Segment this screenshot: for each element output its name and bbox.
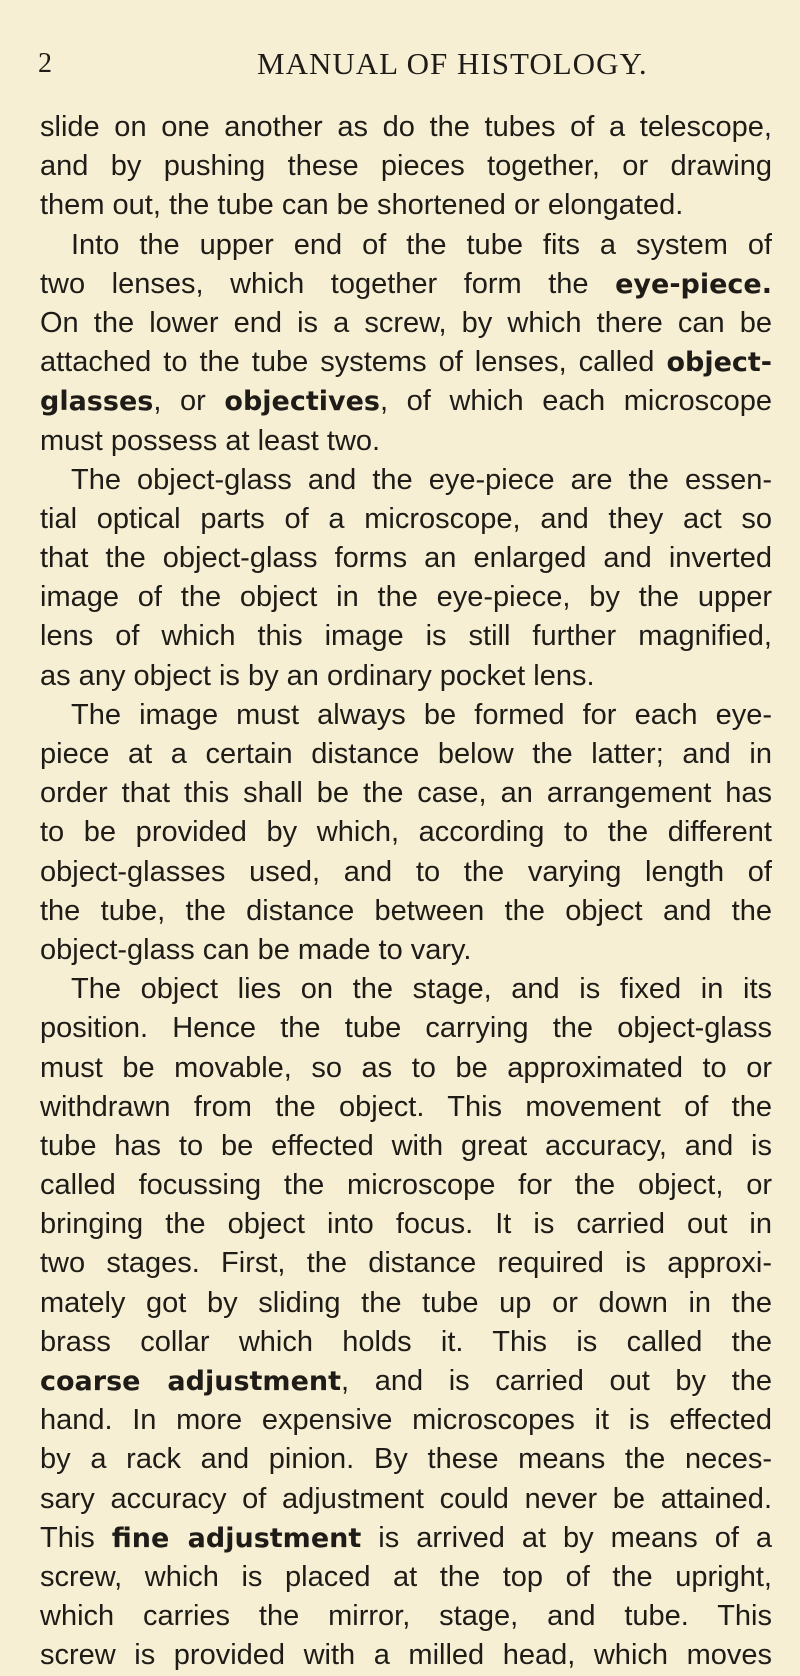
text-segment: The object lies on the stage, and is fixed in its <box>71 973 772 1006</box>
text-line <box>40 1244 772 1283</box>
page-number: 2 <box>38 48 52 79</box>
text-segment: tube has to be effected with great accuracy, and is <box>40 1129 772 1162</box>
text-segment: which carries the mirror, stage, and tube. This <box>40 1600 772 1633</box>
text-segment: bringing the object into focus. It is carried out in <box>40 1208 772 1241</box>
text-segment: that the object-glass forms an enlarged and inverted <box>40 542 772 575</box>
running-title: MANUAL OF HISTOLOGY. <box>257 46 648 81</box>
text-segment: two lenses, which together form the <box>40 267 616 300</box>
text-line <box>40 892 772 931</box>
text-line <box>40 1205 772 1244</box>
text-segment: object-glasses used, and to the varying length of <box>40 855 772 888</box>
bold-term: coarse adjustment <box>40 1366 342 1397</box>
text-line <box>40 147 772 186</box>
text-line <box>40 108 772 147</box>
text-segment: object-glass can be made to vary. <box>40 933 472 966</box>
text-segment: Into the upper end of the tube fits a system of <box>71 228 772 261</box>
text-line <box>40 1480 772 1519</box>
bold-term: glasses <box>40 386 154 418</box>
text-line <box>40 696 772 735</box>
text-line <box>40 1597 772 1636</box>
text-segment: by a rack and pinion. By these means the neces- <box>40 1443 772 1476</box>
text-segment: lens of which this image is still further magnified, <box>40 620 772 653</box>
text-segment: screw is provided with a milled head, which moves <box>40 1639 772 1672</box>
text-segment: the tube, the distance between the object and the <box>40 894 772 927</box>
text-segment: The image must always be formed for each eye- <box>71 698 772 731</box>
text-segment: On the lower end is a screw, by which there can be <box>40 306 772 339</box>
body-text <box>40 108 772 1676</box>
text-line <box>40 617 772 656</box>
text-line <box>40 1323 772 1362</box>
text-line <box>40 1519 772 1558</box>
text-segment: is arrived at by means of a <box>361 1521 772 1554</box>
text-segment: , and is carried out by the <box>341 1365 772 1397</box>
text-segment: , of which each microscope <box>380 385 772 418</box>
text-segment: sary accuracy of adjustment could never be attained. <box>40 1482 772 1515</box>
text-segment: to be provided by which, according to the different <box>40 816 772 849</box>
text-line <box>40 1401 772 1440</box>
text-segment: slide on one another as do the tubes of a telescope, <box>40 111 772 143</box>
text-line <box>40 539 772 578</box>
text-segment: screw, which is placed at the top of the upright, <box>40 1560 772 1593</box>
text-segment: The object-glass and the eye-piece are the essen- <box>71 463 772 496</box>
text-segment: as any object is by an ordinary pocket lens. <box>40 659 595 692</box>
text-segment: mately got by sliding the tube up or down in the <box>40 1286 772 1319</box>
text-line <box>40 813 772 852</box>
text-segment: two stages. First, the distance required is approxi- <box>40 1247 772 1280</box>
text-line <box>40 1558 772 1597</box>
text-line <box>40 1284 772 1323</box>
text-line <box>40 1636 772 1675</box>
text-line <box>40 461 772 500</box>
text-segment: hand. In more expensive microscopes it is effected <box>40 1404 772 1437</box>
text-segment: attached to the tube systems of lenses, called <box>40 346 667 379</box>
text-segment: image of the object in the eye-piece, by the upper <box>40 581 772 614</box>
text-line <box>40 1088 772 1127</box>
text-line <box>40 343 772 382</box>
text-segment: called focussing the microscope for the object, or <box>40 1169 772 1202</box>
text-line <box>40 1009 772 1048</box>
text-line <box>40 265 772 304</box>
text-segment: position. Hence the tube carrying the object-glass <box>40 1012 772 1045</box>
text-line <box>40 970 772 1009</box>
text-line <box>40 1440 772 1479</box>
text-line <box>40 500 772 539</box>
text-segment: withdrawn from the object. This movement of the <box>40 1090 772 1123</box>
text-segment: order that this shall be the case, an arrangement has <box>40 777 772 810</box>
text-segment: must be movable, so as to be approximated to or <box>40 1051 772 1084</box>
text-line <box>40 1127 772 1166</box>
text-line <box>40 304 772 343</box>
text-line <box>40 226 772 265</box>
text-segment: , or <box>153 385 225 418</box>
text-segment: them out, the tube can be shortened or elongated. <box>40 189 684 222</box>
text-line <box>40 657 772 696</box>
text-line <box>40 931 772 970</box>
running-head <box>0 46 800 86</box>
bold-term: object- <box>666 347 772 379</box>
text-line <box>40 186 772 225</box>
text-line <box>40 1166 772 1205</box>
text-line <box>40 1049 772 1088</box>
text-segment: and by pushing these pieces together, or drawing <box>40 150 772 183</box>
text-line <box>40 422 772 461</box>
text-segment: brass collar which holds it. This is called the <box>40 1325 772 1358</box>
text-line <box>40 774 772 813</box>
text-line <box>40 578 772 617</box>
text-segment: This <box>40 1521 112 1554</box>
text-line <box>40 1362 772 1401</box>
bold-term: eye-piece. <box>615 268 772 300</box>
bold-term: objectives <box>224 386 380 418</box>
text-segment: tial optical parts of a microscope, and they act so <box>40 502 772 535</box>
bold-term: fine adjustment <box>111 1522 362 1554</box>
text-segment: piece at a certain distance below the latter; and in <box>40 738 772 770</box>
text-segment: must possess at least two. <box>40 424 381 457</box>
text-line <box>40 853 772 892</box>
text-line <box>40 735 772 774</box>
text-line <box>40 382 772 421</box>
